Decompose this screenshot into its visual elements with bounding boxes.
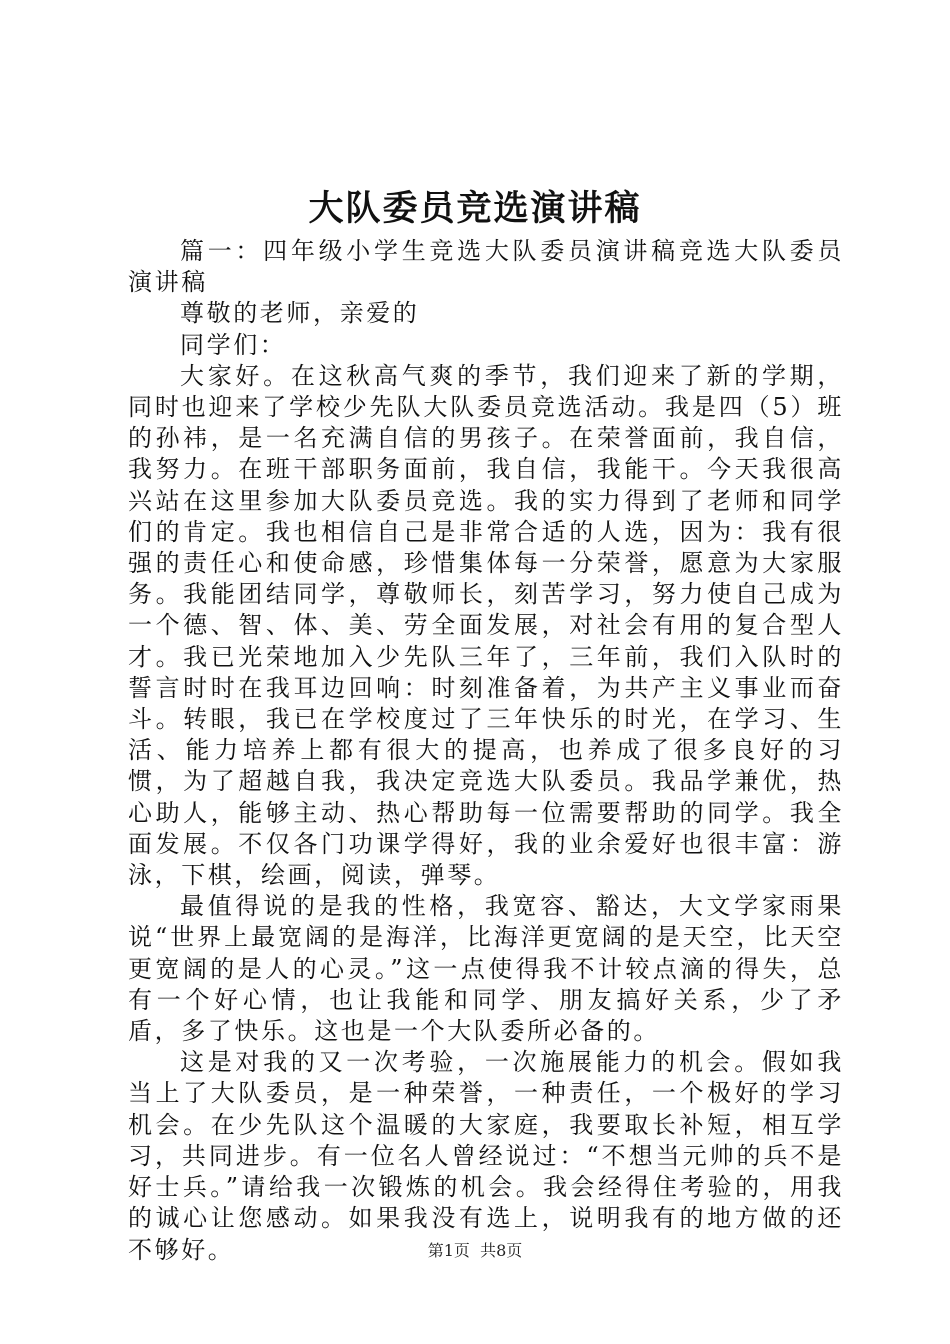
document-title: 大队委员竞选演讲稿 (308, 188, 642, 229)
paragraph-4: 大家好。在这秋高气爽的季节，我们迎来了新的学期，同时也迎来了学校少先队大队委员竞选活动。我是四（5）班的孙祎，是一名充满自信的男孩子。在荣誉面前，我自信，我努力。在班干部职务面前，我自信，我能干。今天我很高兴站在这里参加大队委员竞选。我的实力得到了老师和同学们的肯定。我也相信自己是非常合适的人选，因为：我有很强的责任心和使命感，珍惜集体每一分荣誉，愿意为大家服务。我能团结同学，尊敬师长，刻苦学习，努力使自己成为一个德、智、体、美、劳全面发展，对社会有用的复合型人才。我已光荣地加入少先队三年了，三年前，我们入队时的誓言时时在我耳边回响：时刻准备着，为共产主义事业而奋斗。转眼，我已在学校度过了三年快乐的时光，在学习、生活、能力培养上都有很大的提高，也养成了很多良好的习惯，为了超越自我，我决定竞选大队委员。我品学兼优，热心助人，能够主动、热心帮助每一位需要帮助的同学。我全面发展。不仅各门功课学得好，我的业余爱好也很丰富：游泳，下棋，绘画，阅读，弹琴。 (128, 361, 844, 890)
paragraph-2: 尊敬的老师，亲爱的 (180, 299, 420, 328)
paragraph-5: 最值得说的是我的性格，我宽容、豁达，大文学家雨果说“世界上最宽阔的是海洋，比海洋更宽阔的是天空，比天空更宽阔的是人的心灵。”这一点使得我不计较点滴的得失，总有一个好心情，也让我能和同学、朋友搞好关系，少了矛盾，多了快乐。这也是一个大队委所必备的。 (128, 892, 844, 1046)
page-footer (0, 1240, 950, 1262)
page-number-label: 第1页 共8页 (427, 1241, 523, 1260)
paragraph-6: 这是对我的又一次考验，一次施展能力的机会。假如我当上了大队委员，是一种荣誉，一种责任，一个极好的学习机会。在少先队这个温暖的大家庭，我要取长补短，相互学习，共同进步。有一位名人曾经说过：“不想当元帅的兵不是好士兵。”请给我一次锻炼的机会。我会经得住考验的，用我的诚心让您感动。如果我没有选上，说明我有的地方做的还不够好。 (128, 1048, 844, 1264)
document-body (128, 236, 844, 1266)
paragraph-1: 篇一：四年级小学生竞选大队委员演讲稿竞选大队委员演讲稿 (128, 237, 844, 297)
paragraph-3: 同学们： (180, 330, 287, 359)
